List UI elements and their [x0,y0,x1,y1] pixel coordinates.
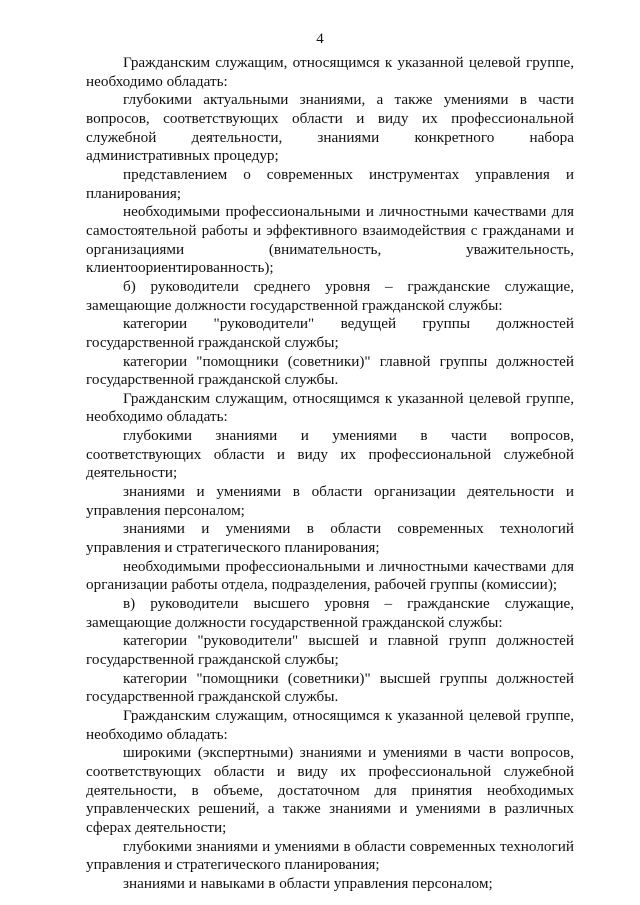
paragraph: представлением о современных инструментах управления и планирования; [86,165,574,202]
paragraph: Гражданским служащим, относящимся к указанной целевой группе, необходимо обладать: [86,389,574,426]
paragraph: знаниями и навыками в области управления персоналом; [123,874,493,892]
paragraph: Гражданским служащим, относящимся к указанной целевой группе, необходимо обладать: [86,706,574,743]
paragraph: в) руководители высшего уровня – гражданские служащие, замещающие должности государственной гражданской службы: [86,595,574,631]
paragraph: категории "помощники (советники)" главной группы должностей государственной гражданской службы. [86,352,574,389]
paragraph: знаниями и умениями в области организации деятельности и управления персоналом; [86,483,574,519]
paragraph: категории "руководители" высшей и главной групп должностей государственной гражданской службы; [86,632,574,668]
paragraph: знаниями и умениями в области современных технологий управления и стратегического планирования; [86,520,574,557]
paragraph: категории "руководители" ведущей группы должностей государственной гражданской службы; [86,315,574,351]
paragraph: б) руководители среднего уровня – гражданские служащие, замещающие должности государственной гражданской службы: [86,277,574,314]
paragraph: глубокими актуальными знаниями, а также умениями в части вопросов, соответствующих области и виду их профессиональной служебной деятельности, знаниями конкретного набора административных процедур; [86,91,574,165]
paragraph: глубокими знаниями и умениями в области современных технологий управления и стратегического планирования; [86,837,574,874]
paragraph: необходимыми профессиональными и личностными качествами для организации работы отдела, подразделения, рабочей группы (комиссии); [86,557,574,594]
paragraph: глубокими знаниями и умениями в части вопросов, соответствующих области и виду их профессиональной служебной деятельности; [86,427,574,482]
document-body [86,54,574,894]
paragraph: необходимыми профессиональными и личностными качествами для самостоятельной работы и эффективного взаимодействия с гражданами и организациями (внимательность, уважительность, клиентоориентированность); [86,203,574,277]
paragraph: категории "помощники (советники)" высшей группы должностей государственной гражданской службы. [86,669,574,706]
paragraph: Гражданским служащим, относящимся к указанной целевой группе, необходимо обладать: [86,54,574,90]
page-number: 4 [316,31,324,47]
paragraph: широкими (экспертными) знаниями и умениями в части вопросов, соответствующих области и виду их профессиональной служебной деятельности, в объеме, достаточном для принятия необходимых управленческих решений, а также знаниями и умениями в различных сферах деятельности; [86,744,574,836]
